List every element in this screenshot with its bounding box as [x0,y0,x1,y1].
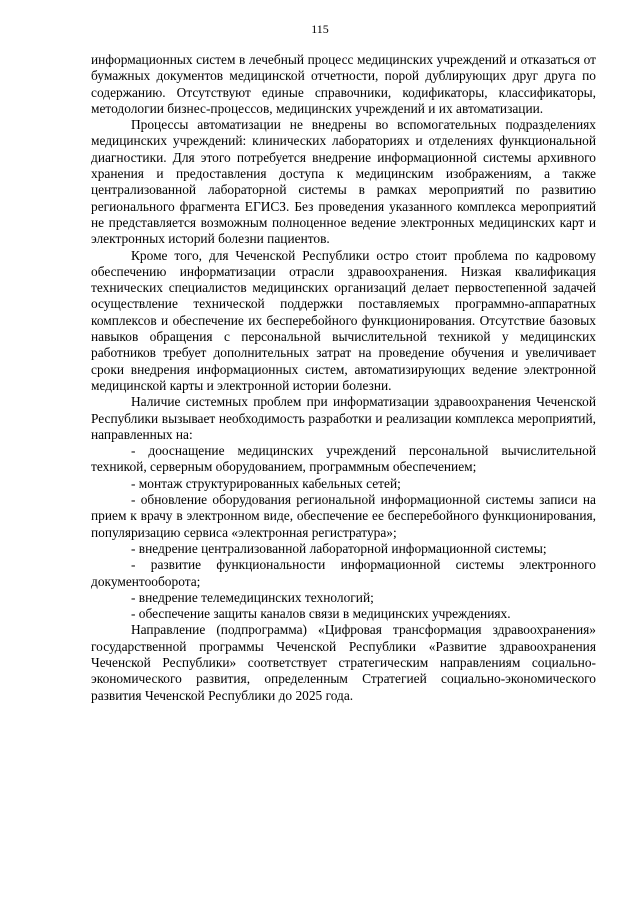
paragraph-1: информационных систем в лечебный процесс медицинских учреждений и отказаться от бумажных документов медицинской отчетности, порой дублирующих друг друга по содержанию. Отсутствуют единые справочники, кодификаторы, классификаторы, методологии бизнес-процессов, медицинских учреждений и их автоматизации. [91,52,596,116]
paragraph-final: Направление (подпрограмма) «Цифровая трансформация здравоохранения» государственной программы Чеченской Республики «Развитие здравоохранения Чеченской Республики» соответствует стратегическим направлениям социально-экономического развития, определенным Стратегией социально-экономического развития Чеченской Республики до 2025 года. [91,622,596,703]
paragraph-3: Кроме того, для Чеченской Республики остро стоит проблема по кадровому обеспечению информатизации отрасли здравоохранения. Низкая квалификация технических специалистов медицинских организаций делает первостепенной задачей осуществление технической поддержки поставляемых программно-аппаратных комплексов и обеспечение их бесперебойного функционирования. Отсутствие базовых навыков обращения с персональной вычислительной техникой у медицинских работников требует дополнительных затрат на проведение обучения и увеличивает сроки внедрения информационных систем, автоматизирующих ведение электронной медицинской карты и электронной истории болезни. [91,247,596,393]
list-item: - развитие функциональности информационной системы электронного документооборота; [91,557,596,589]
list-item: - внедрение телемедицинских технологий; [131,589,374,605]
document-body [91,52,596,704]
paragraph-4: Наличие системных проблем при информатизации здравоохранения Чеченской Республики вызывает необходимость разработки и реализации комплекса мероприятий, направленных на: [91,394,596,442]
list-item: - обновление оборудования региональной информационной системы записи на прием к врачу в электронном виде, обеспечение ее бесперебойного функционирования, популяризацию сервиса «электронная регистратура»; [91,492,596,540]
list-item: - внедрение централизованной лабораторной информационной системы; [131,540,547,556]
list-item: - дооснащение медицинских учреждений персональной вычислительной техникой, серверным оборудованием, программным обеспечением; [91,443,596,475]
list-item: - обеспечение защиты каналов связи в медицинских учреждениях. [131,606,511,622]
list-item: - монтаж структурированных кабельных сетей; [131,475,401,491]
page-number: 115 [311,22,329,36]
paragraph-2: Процессы автоматизации не внедрены во вспомогательных подразделениях медицинских учреждений: клинических лабораториях и отделениях функциональной диагностики. Для этого потребуется внедрение информационной системы архивного хранения и предоставления доступа к медицинским изображениям, а также централизованной лабораторной системы в рамках мероприятий по развитию регионального фрагмента ЕГИСЗ. Без проведения указанного комплекса мероприятий не представляется возможным полноценное ведение электронных медицинских карт и электронных историй болезни пациентов. [91,117,596,247]
